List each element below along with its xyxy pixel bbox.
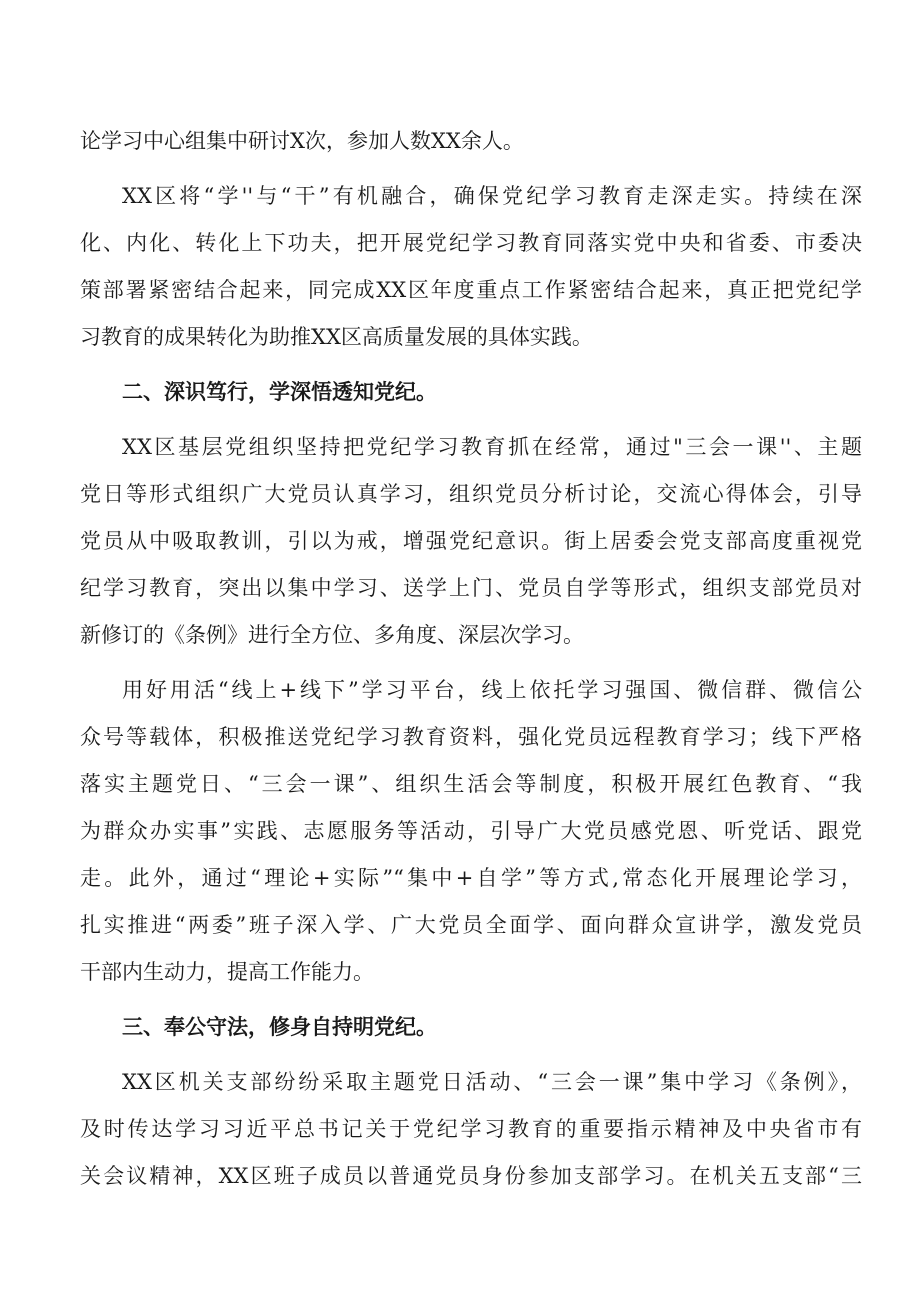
text-line: 党员从中吸取教训，引以为戒，增强党纪意识。街上居委会党支部高度重视党 — [80, 529, 862, 553]
document-page — [80, 118, 862, 1200]
text-line: 策部署紧密结合起来，同完成XX区年度重点工作紧密结合起来，真正把党纪学 — [80, 278, 862, 302]
text-line: XX区基层党组织坚持把党纪学习教育抓在经常，通过"三会一课''、主题 — [122, 435, 862, 459]
text-line: 走。此外，通过“理论+实际”“集中+自学”等方式,常态化开展理论学习， — [80, 866, 862, 890]
section-heading: 二、深识笃行，学深悟透知党纪。 — [122, 380, 437, 404]
paragraph-gap — [80, 1051, 862, 1059]
paragraph — [80, 173, 862, 361]
text-line: 为群众办实事”实践、志愿服务等活动，引导广大党员感党恩、听党话、跟党 — [80, 819, 862, 843]
paragraph — [80, 667, 862, 996]
text-line: 党日等形式组织广大党员认真学习，组织党员分析讨论，交流心得体会，引导 — [80, 482, 862, 506]
text-line: 论学习中心组集中研讨X次，参加人数XX余人。 — [80, 129, 524, 153]
paragraph-gap — [80, 996, 862, 1004]
paragraph-gap — [80, 659, 862, 667]
text-line: 及时传达学习习近平总书记关于党纪学习教育的重要指示精神及中央省市有 — [80, 1117, 862, 1141]
paragraph-gap — [80, 165, 862, 173]
paragraph — [80, 424, 862, 659]
text-line: 新修订的《条例》进行全方位、多角度、深层次学习。 — [80, 623, 584, 647]
text-line: 习教育的成果转化为助推XX区高质量发展的具体实践。 — [80, 325, 593, 349]
text-line: 用好用活“线上+线下”学习平台，线上依托学习强国、微信群、微信公 — [122, 678, 862, 702]
paragraph — [80, 118, 862, 165]
text-line: XX区将“学''与“干”有机融合，确保党纪学习教育走深走实。持续在深 — [122, 184, 862, 208]
text-line: 纪学习教育，突出以集中学习、送学上门、党员自学等形式，组织支部党员对 — [80, 576, 862, 600]
paragraph-gap — [80, 416, 862, 424]
section-heading: 三、奉公守法，修身自持明党纪。 — [122, 1015, 437, 1039]
text-line: 众号等载体，积极推送党纪学习教育资料，强化党员远程教育学习；线下严格 — [80, 725, 862, 749]
text-line: 落实主题党日、“三会一课”、组织生活会等制度，积极开展红色教育、“我 — [80, 772, 862, 796]
paragraph — [80, 1059, 862, 1200]
text-line: 干部内生动力，提高工作能力。 — [80, 960, 374, 984]
text-line: 扎实推进“两委”班子深入学、广大党员全面学、面向群众宣讲学，激发党员 — [80, 913, 862, 937]
text-line: 关会议精神，XX区班子成员以普通党员身份参加支部学习。在机关五支部“三 — [80, 1164, 862, 1188]
paragraph-gap — [80, 361, 862, 369]
text-line: 化、内化、转化上下功夫，把开展党纪学习教育同落实党中央和省委、市委决 — [80, 231, 862, 255]
text-line: XX区机关支部纷纷采取主题党日活动、“三会一课”集中学习《条例》， — [122, 1070, 862, 1094]
